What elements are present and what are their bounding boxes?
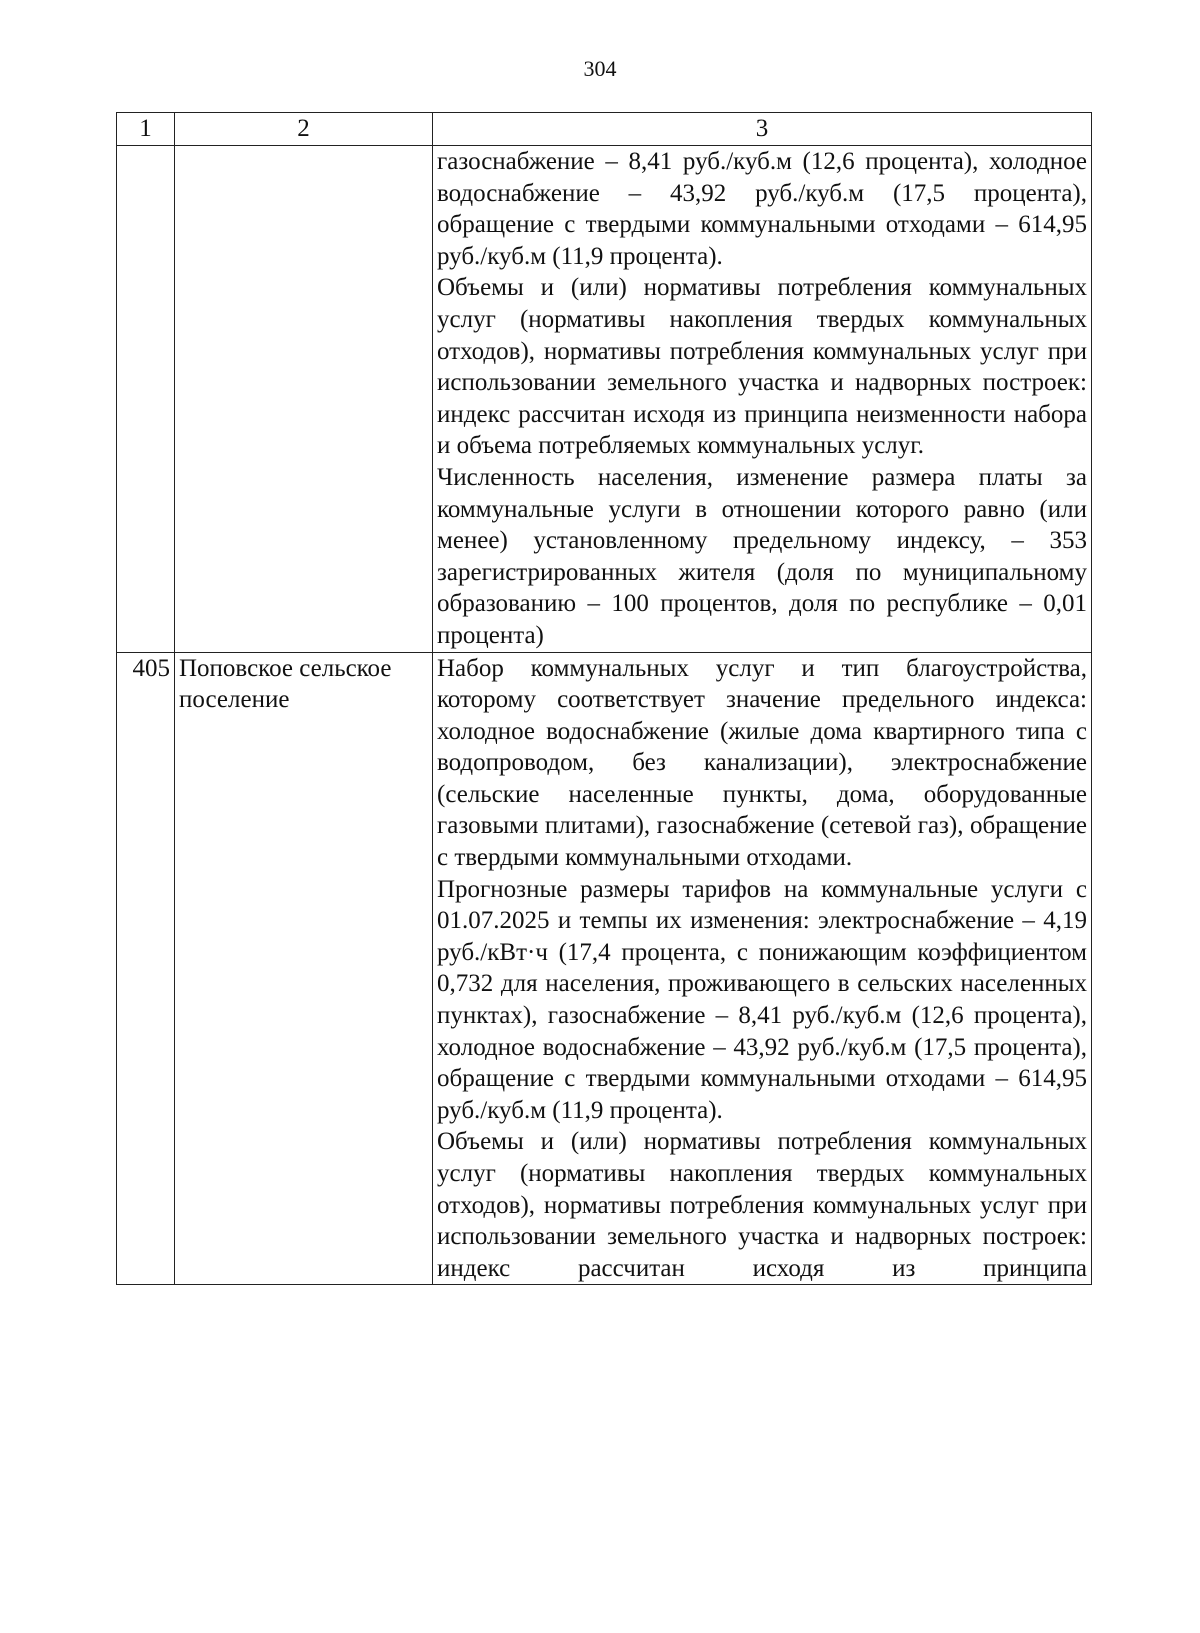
- municipality-name-cell: [175, 146, 433, 653]
- page-number: 304: [583, 56, 617, 81]
- tariff-table: [116, 112, 1092, 1285]
- table-row-405: [117, 652, 1092, 1285]
- tariff-description-cell: [433, 652, 1092, 1285]
- header-cell-3: 3: [433, 113, 1092, 146]
- row-number-cell: 405: [117, 652, 175, 1285]
- volume-paragraph: Объемы и (или) нормативы потребления коммунальных услуг (нормативы накопления твердых коммунальных отходов), нормативы потребления коммунальных услуг при использовании земельного участка и надворных построек: индекс рассчитан исходя из принципа: [437, 1128, 1087, 1282]
- forecast-tariffs-paragraph: Прогнозные размеры тарифов на коммунальные услуги с 01.07.2025 и темпы их изменения: электроснабжение – 4,19 руб./кВт·ч (17,4 процента, с понижающим коэффициентом 0,732 для населения, проживающего в сельских населенных пунктах), газоснабжение – 8,41 руб./куб.м (12,6 процента), холодное водоснабжение – 43,92 руб./куб.м (17,5 процента), обращение с твердыми коммунальными отходами – 614,95 руб./куб.м (11,9 процента).: [437, 875, 1087, 1124]
- tariff-paragraph: газоснабжение – 8,41 руб./куб.м (12,6 процента), холодное водоснабжение – 43,92 руб./куб.м (17,5 процента), обращение с твердыми коммунальными отходами – 614,95 руб./куб.м (11,9 процента).: [437, 148, 1087, 270]
- tariff-description-cell: [433, 146, 1092, 653]
- row-number-cell: [117, 146, 175, 653]
- volume-paragraph: Объемы и (или) нормативы потребления коммунальных услуг (нормативы накопления твердых коммунальных отходов), нормативы потребления коммунальных услуг при использовании земельного участка и надворных построек: индекс рассчитан исходя из принципа неизменности набора и объема потребляемых коммунальных услуг.: [437, 274, 1087, 460]
- header-cell-1: 1: [117, 113, 175, 146]
- table-header-row: [117, 113, 1092, 146]
- municipality-name-cell: Поповское сельское поселение: [175, 652, 433, 1285]
- services-set-paragraph: Набор коммунальных услуг и тип благоустройства, которому соответствует значение предельного индекса: холодное водоснабжение (жилые дома квартирного типа с водопроводом, без канализации), электроснабжение (сельские населенные пункты, дома, оборудованные газовыми плитами), газоснабжение (сетевой газ), обращение с твердыми коммунальными отходами.: [437, 654, 1087, 872]
- header-cell-2: 2: [175, 113, 433, 146]
- population-paragraph: Численность населения, изменение размера платы за коммунальные услуги в отношении которого равно (или менее) установленному предельному индексу, – 353 зарегистрированных жителя (доля по муниципальному образованию – 100 процентов, доля по республике – 0,01 процента): [437, 463, 1087, 649]
- table-row-continued: [117, 146, 1092, 653]
